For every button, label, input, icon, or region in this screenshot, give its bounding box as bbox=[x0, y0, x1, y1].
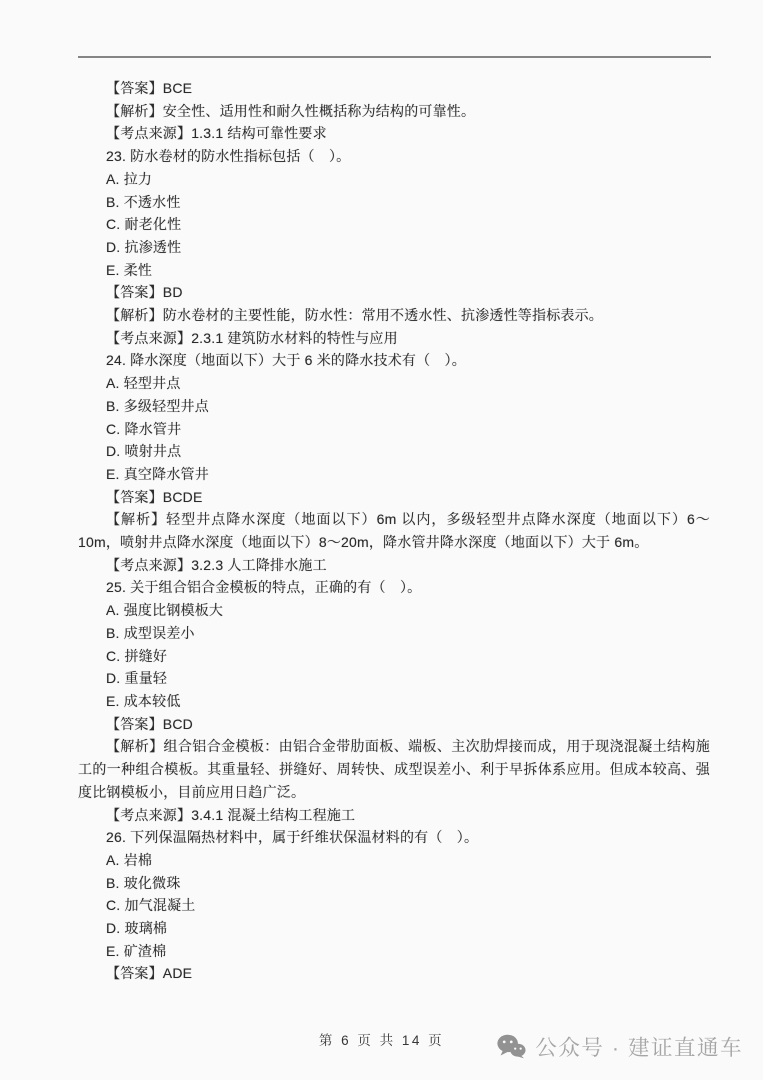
option-line: A. 强度比钢模板大 bbox=[106, 602, 224, 619]
option-line: E. 真空降水管井 bbox=[106, 465, 209, 482]
answer-line: 【答案】ADE bbox=[106, 965, 193, 982]
analysis-line: 【解析】防水卷材的主要性能，防水性：常用不透水性、抗渗透性等指标表示。 bbox=[106, 307, 603, 324]
option-line: B. 玻化微珠 bbox=[106, 874, 181, 891]
source-line: 【考点来源】2.3.1 建筑防水材料的特性与应用 bbox=[106, 329, 398, 346]
question-line: 25. 关于组合铝合金模板的特点，正确的有（ ）。 bbox=[106, 579, 422, 596]
option-line: E. 柔性 bbox=[106, 261, 153, 278]
wechat-icon bbox=[497, 1034, 526, 1059]
answer-line: 【答案】BCDE bbox=[106, 488, 203, 505]
document-body bbox=[78, 77, 710, 985]
option-line: A. 岩棉 bbox=[106, 851, 153, 868]
option-line: B. 多级轻型井点 bbox=[106, 397, 209, 414]
source-line: 【考点来源】3.4.1 混凝土结构工程施工 bbox=[106, 806, 356, 823]
answer-line: 【答案】BCE bbox=[106, 80, 193, 96]
answer-line: 【答案】BCD bbox=[106, 715, 193, 732]
header-rule bbox=[78, 56, 711, 58]
option-line: C. 拼缝好 bbox=[106, 647, 168, 664]
source-line: 【考点来源】1.3.1 结构可靠性要求 bbox=[106, 125, 327, 142]
option-line: D. 重量轻 bbox=[106, 670, 168, 687]
option-line: D. 玻璃棉 bbox=[106, 920, 168, 937]
page-number: 第 6 页 共 14 页 bbox=[318, 1033, 445, 1048]
option-line: D. 抗渗透性 bbox=[106, 238, 182, 255]
option-line: D. 喷射井点 bbox=[106, 443, 182, 460]
option-line: B. 不透水性 bbox=[106, 193, 181, 210]
answer-line: 【答案】BD bbox=[106, 284, 183, 301]
watermark bbox=[497, 1031, 743, 1062]
watermark-label: 公众号 · 建证直通车 bbox=[535, 1036, 743, 1060]
question-line: 24. 降水深度（地面以下）大于 6 米的降水技术有（ ）。 bbox=[106, 352, 466, 369]
option-line: E. 矿渣棉 bbox=[106, 942, 167, 959]
analysis-line: 【解析】安全性、适用性和耐久性概括称为结构的可靠性。 bbox=[106, 102, 476, 119]
analysis-line: 【解析】组合铝合金模板：由铝合金带肋面板、端板、主次肋焊接而成，用于现浇混凝土结构施工的一种组合模板。其重量轻、拼缝好、周转快、成型误差小、利于早拆体系应用。但成本较高、强度比钢模板小，目前应用日趋广泛。 bbox=[78, 738, 710, 800]
option-line: C. 加气混凝土 bbox=[106, 897, 196, 914]
option-line: E. 成本较低 bbox=[106, 692, 181, 709]
option-line: A. 轻型井点 bbox=[106, 375, 181, 392]
question-line: 26. 下列保温隔热材料中，属于纤维状保温材料的有（ ）。 bbox=[106, 829, 479, 846]
analysis-line: 【解析】轻型井点降水深度（地面以下）6m 以内，多级轻型井点降水深度（地面以下）6～10m，喷射井点降水深度（地面以下）8～20m，降水管井降水深度（地面以下）大于 6m。 bbox=[78, 511, 710, 551]
option-line: B. 成型误差小 bbox=[106, 624, 195, 641]
source-line: 【考点来源】3.2.3 人工降排水施工 bbox=[106, 556, 327, 573]
question-line: 23. 防水卷材的防水性指标包括（ ）。 bbox=[106, 148, 351, 165]
option-line: A. 拉力 bbox=[106, 170, 153, 187]
option-line: C. 耐老化性 bbox=[106, 216, 182, 233]
option-line: C. 降水管井 bbox=[106, 420, 182, 437]
